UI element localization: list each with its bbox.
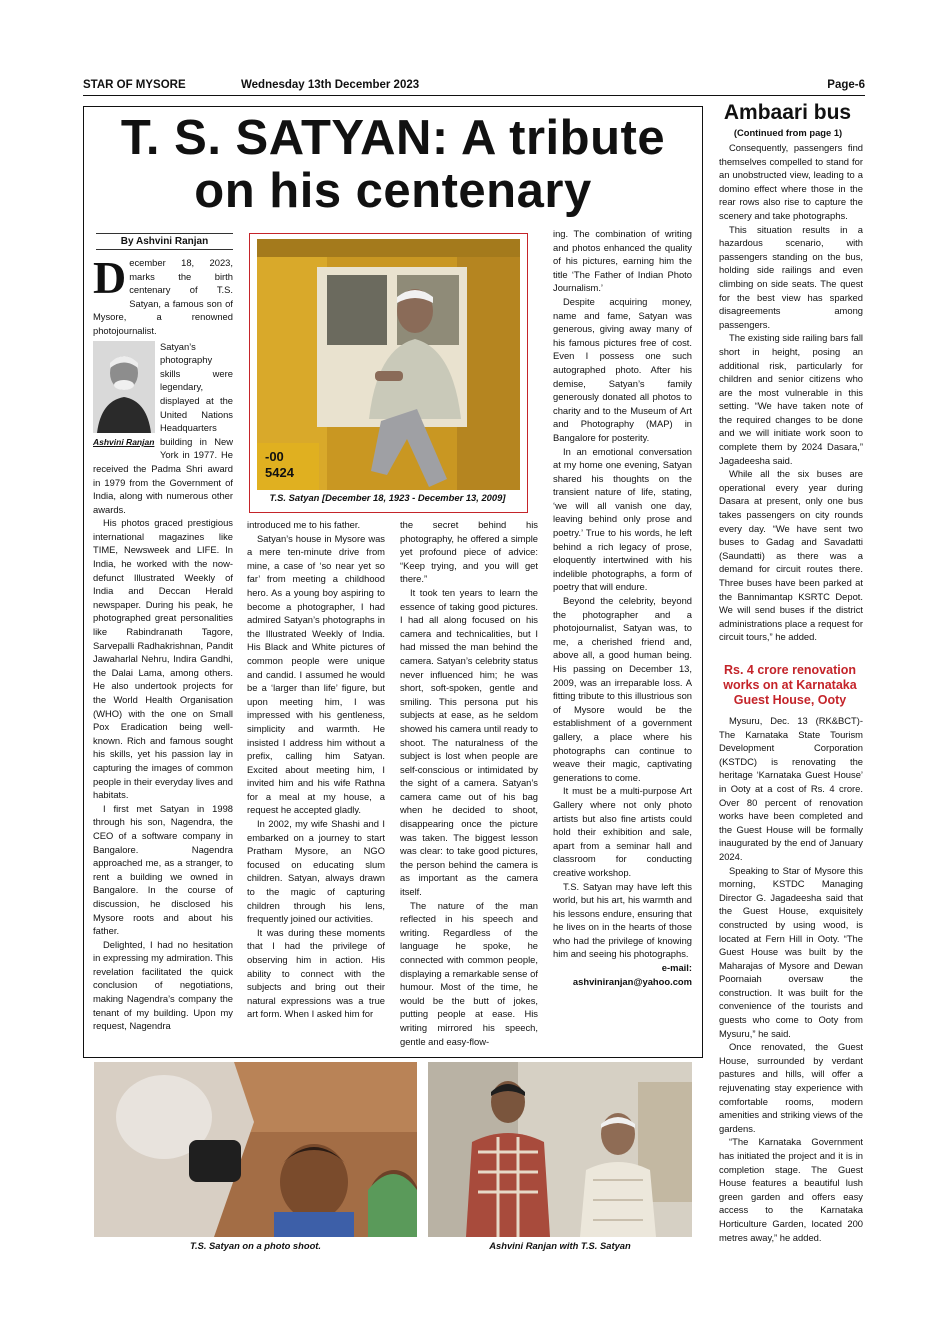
headline-line-1: T. S. SATYAN: A tribute — [120, 111, 666, 165]
paragraph: In an emotional conversation at my home one evening, Satyan shared his thoughts on the transient nature of life, stating, ‘we will all vanish one day, leaving behind only prose and poetry.’ True to his words, he left behind a rich legacy of prose, eloquently intertwined with his indelible photographs, a form of poetry that will endure. — [553, 445, 692, 593]
issue-date: Wednesday 13th December 2023 — [241, 79, 420, 91]
paragraph: Speaking to Star of Mysore this morning, KSTDC Managing Director G. Jagadeesha said that the Guest House, exquisitely constructed by using wood, is located at Fern Hill in Ooty. “The Guest House was built by the Maharajas of Mysore and Dewan Poornaiah oversaw the construction. It was built for the convenience of the tourists and guests who come to Ooty from Mysuru,” he said. — [719, 864, 863, 1039]
paragraph: Beyond the celebrity, beyond the photographer and a photojournalist, Satyan was, to me, a cherished friend and, above all, a good human being. His passing on December 13, 2009, was an irreparable loss. A fitting tribute to this illustrious son of Mysore would be the establishment of a government gallery, a place where his photographs can continue to weave their magic, captivating generations to come. — [553, 595, 692, 783]
sidebar-title: Ambaari bus — [723, 101, 852, 124]
main-photo — [257, 239, 520, 490]
intro-text: ecember 18, 2023, marks the birth centenary of T.S. Satyan, a famous son of Mysore, a renowned photojournalist. — [93, 257, 233, 336]
paragraph: Mysuru, Dec. 13 (RK&BCT)- The Karnataka State Tourism Development Corporation (KSTDC) is renovating the heritage ‘Karnataka Guest House’ in Ooty at a cost of Rs. 4 crore. Over 80 percent of renovation works have been completed and the Guest House will be formally inaugurated by the end of January 2024. — [719, 715, 863, 862]
page-number: Page-6 — [827, 79, 865, 91]
paragraph: It was during these moments that I had the privilege of observing him in action. His ability to connect with the subjects and bring out their natural expressions was a true art form. When I asked him for — [247, 926, 385, 1020]
paragraph: The nature of the man reflected in his speech and writing. Regardless of the language he spoke, he connected with common people, displaying a remarkable sense of humour. Most of the time, he would be the butt of jokes, putting people at ease. His writing mirrored his speech, gentle and easy-flow- — [400, 899, 538, 1047]
paragraph: While all the six buses are operational every year during Dasara at present, only one bus takes passengers on city rounds every day. “We have sent two buses to Gadag and Savadatti (Saundatti) as there was a demand for circuit routes there. Three buses have been parked at the Bannimantap KSRTC Depot. We will send buses if the district administrations place a request for circuit tours,” he added. — [719, 468, 863, 643]
paragraph: Consequently, passengers find themselves compelled to stand for an unobstructed view, leading to a domino effect where those in the rear rows also rise to capture the scenery and take photographs. — [719, 142, 863, 221]
paragraph: Satyan’s house in Mysore was a mere ten-minute drive from mine, a case of ‘so near yet so far’ from meeting a childhood hero. As a young boy aspiring to become a photographer, I had admired Satyan’s photographs in the Illustrated Weekly of India. His Black and White pictures of common people were unique and candid. I assumed he would be a ‘larger than life’ figure, but upon meeting him, I was impressed with his gentleness, simplicity and warmth. He insisted I address him without a prefix, calling him Satyan. Excited about meeting him, I invited him and his wife Rathna for a meal at my house, a request he accepted gladly. — [247, 532, 385, 816]
sidebar-continued: (Continued from page 1) — [733, 127, 843, 138]
paragraph: Despite acquiring money, name and fame, Satyan was generous, giving away many of his famous pictures free of cost. Even I possess one such autographed photo. After his demise, Satyan’s family generously donated all photos to charity and to the Museum of Art and Photography (MAP) in Bangalore for posterity. — [553, 295, 692, 443]
duo-illustration — [428, 1062, 692, 1237]
main-photo-caption: T.S. Satyan [December 18, 1923 - December 13, 2009] — [269, 492, 506, 503]
paragraph: ing. The combination of writing and photos enhanced the quality of his pictures, earning him the title ‘The Father of Indian Photo Journalism.’ — [553, 228, 692, 294]
paragraph: the secret behind his photography, he offered a simple yet profound piece of advice: “Keep trying, and you will get there.” — [400, 519, 538, 585]
column-4 — [553, 227, 692, 988]
email-label: e-mail: — [661, 962, 692, 974]
portrait-caption: Ashvini Ranjan — [93, 437, 155, 448]
bottom-right-caption: Ashvini Ranjan with T.S. Satyan — [489, 1240, 631, 1251]
paragraph: introduced me to his father. — [247, 519, 361, 530]
col1-wrap-text: Satyan’s photography skills were legendary, displayed at the United Nations Headquarters building in New York in 1977. He received the Padma Shri award in 1979 from the Government of India, along with numerous other awards. — [93, 340, 233, 515]
article-headline — [88, 112, 698, 218]
email-address: ashviniranjan@yahoo.com — [572, 975, 692, 987]
paragraph: T.S. Satyan may have left this world, but his art, his warmth and his lessons endure, ensuring that he lives on in the hearts of those who had the privilege of knowing him and seeing his photographs. — [553, 880, 692, 960]
paragraph: “The Karnataka Government has initiated the project and it is in completion stage. The Guest House features a beautiful lush green garden and offers easy access to the Karnataka Horticulture Garden, located 200 metres away,” he added. — [719, 1136, 863, 1243]
plate-line-2: 5424 — [265, 465, 294, 480]
paragraph: It took ten years to learn the essence of taking good pictures. I had all along focused on his camera and technicalities, but I had missed the man behind the camera. Satyan’s celebrity status never influenced him; he was short, soft-spoken, gentle and smiling. This persona put his subjects at ease, as he seldom showed his camera until ready to shoot. The naturalness of the subject is lost when people are self-conscious or intimidated by the sight of a camera. Satyan’s camera came out of his bag when he decided to shoot, disappearing once the picture was taken. The biggest lesson was clear: to take good pictures, the person behind the camera is as important as the camera itself. — [400, 586, 538, 898]
byline: By Ashvini Ranjan — [96, 233, 233, 250]
column-1 — [93, 252, 233, 1033]
intro-block — [93, 252, 233, 338]
news-body — [719, 714, 863, 1244]
news-headline: Rs. 4 crore renovation works on at Karnataka Guest House, Ooty — [723, 663, 857, 707]
portrait-wrap — [93, 340, 233, 517]
column-2 — [247, 518, 385, 1021]
author-portrait-photo — [93, 341, 155, 433]
paragraph: I first met Satyan in 1998 through his son, Nagendra, the CEO of a software company in Bangalore. Nagendra approached me, as a stranger, to rent a building we owned in Bangalore. In the course of discussion, he disclosed his Mysore roots and about his father. — [93, 802, 233, 937]
paper-name: STAR OF MYSORE — [83, 79, 186, 91]
paragraph: This situation results in a hazardous scenario, with passengers standing on the bus, holding side railings and even climbing on side seats. The quest for the best view has sparked disagreements among passengers. — [719, 223, 863, 330]
column-3 — [400, 518, 538, 1048]
col1-body — [93, 516, 233, 1033]
photo-shoot-image — [94, 1062, 417, 1237]
sidebar-body — [719, 141, 863, 644]
paragraph: Once renovated, the Guest House, surrounded by verdant pastures and hills, will offer a rejuvenating stay experience with comfortable rooms, modern amenities and striking views of the gardens. — [719, 1041, 863, 1134]
paragraph: In 2002, my wife Shashi and I embarked on a journey to start Pratham Mysore, an NGO focused on educating slum children. Satyan, always drawn to the magic of capturing children through his lens, frequently joined our activities. — [247, 818, 385, 925]
paragraph: It must be a multi-purpose Art Gallery where not only photo artists but also fine artists could hold their exhibition and sale, apart from a seminar hall and classroom for conducting creative workshop. — [553, 785, 692, 878]
photo-shoot-illustration — [94, 1062, 417, 1237]
paragraph: His photos graced prestigious international magazines like TIME, Newsweek and LIFE. In India, he worked with the now-defunct Illustrated Weekly of India and Deccan Herald newspaper. During his peak, he photographed great personalities like Rabindranath Tagore, Sarvepalli Radhakrishnan, Pandit Jawaharlal Nehru, Indira Gandhi, the Dalai Lama, among others. He also undertook projects for the World Health Organisation (WHO) with the one on Small Pox Eradication being well-known. Rich and famous sought his skills, yet his passion lay in capturing the images of common people in their everyday lives and habitats. — [93, 517, 233, 801]
paragraph: Delighted, I had no hesitation in expressing my admiration. This revelation facilitated the quick conclusion of negotiations, making Nagendra’s company the tenant of my building. Upon my request, Nagendra — [93, 938, 233, 1032]
bottom-left-caption: T.S. Satyan on a photo shoot. — [189, 1240, 322, 1251]
drop-cap: D — [93, 252, 127, 303]
author-portrait — [93, 341, 155, 450]
plate-line-1: -00 — [265, 449, 284, 464]
paragraph: The existing side railing bars fall short in height, posing an additional risk, particularly for children and senior citizens who are the most vulnerable in this setting. “We have taken note of the required changes to be done and we will initiate work soon to complete them by 2024 Dasara,” Jagadeesha said. — [719, 332, 863, 466]
autorickshaw-photo — [257, 239, 520, 490]
portrait-duo-image — [428, 1062, 692, 1237]
headline-line-2: on his centenary — [194, 164, 592, 218]
page-header — [83, 79, 865, 96]
